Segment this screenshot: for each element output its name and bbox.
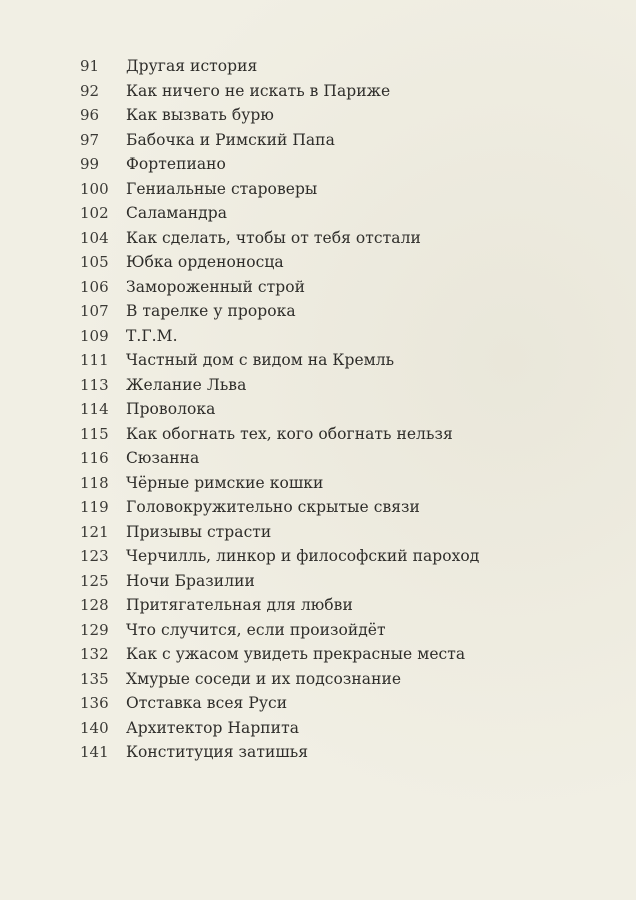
toc-page-number: 107 [80,302,109,320]
toc-page-number: 114 [80,400,109,418]
toc-chapter-title: Проволока [126,400,216,418]
toc-entry [80,691,479,716]
toc-chapter-title: Другая история [126,57,258,75]
toc-chapter-title: Головокружительно скрытые связи [126,498,420,516]
toc-chapter-title: Частный дом с видом на Кремль [126,351,395,369]
toc-entry [80,544,479,569]
toc-chapter-title: Призывы страсти [126,522,272,541]
toc-entry [80,152,479,177]
toc-chapter-title: Замороженный строй [126,277,305,296]
toc-page-number: 116 [80,449,109,467]
toc-page-number: 105 [80,253,109,271]
toc-entry [80,593,479,618]
toc-page-number: 113 [80,375,109,394]
toc-entry [80,348,479,373]
toc-page-number: 119 [80,498,109,516]
toc-page-number: 104 [80,228,109,247]
toc-entry [80,495,479,520]
toc-page-number: 102 [80,204,109,222]
toc-chapter-title: Как вызвать бурю [126,106,274,124]
toc-chapter-title: Желание Льва [126,375,247,394]
toc-entry [80,324,479,349]
toc-page-number: 91 [80,57,100,75]
toc-page-number: 132 [80,645,109,663]
toc-page-number: 115 [80,424,109,443]
toc-entry [80,520,479,545]
toc-chapter-title: Конституция затишья [126,743,309,761]
toc-page-number: 125 [80,571,109,590]
toc-chapter-title: Юбка орденоносца [126,253,284,271]
toc-entry [80,103,479,128]
toc-chapter-title: Чёрные римские кошки [126,473,324,492]
toc-chapter-title: Саламандра [126,204,228,222]
toc-entry [80,422,479,447]
toc-entry [80,446,479,471]
toc-entry [80,642,479,667]
toc-chapter-title: Как обогнать тех, кого обогнать нельзя [126,424,453,443]
toc-page-number: 140 [80,718,109,737]
toc-chapter-title: Бабочка и Римский Папа [126,130,335,149]
toc-entry [80,54,479,79]
toc-page-number: 128 [80,596,109,614]
toc-chapter-title: Фортепиано [126,155,226,173]
toc-page-number: 141 [80,743,109,761]
toc-entry [80,569,479,594]
toc-entry [80,299,479,324]
toc-entry [80,618,479,643]
toc-page-number: 129 [80,620,109,639]
toc-page-number: 121 [80,522,109,541]
toc-entry [80,740,479,765]
toc-page-number: 123 [80,547,109,565]
toc-chapter-title: Что случится, если произойдёт [126,620,386,639]
toc-page-number: 111 [80,351,109,369]
toc-entry [80,471,479,496]
toc-page-number: 99 [80,155,100,173]
toc-chapter-title: Гениальные староверы [126,179,318,198]
toc-chapter-title: Хмурые соседи и их подсознание [126,669,402,688]
toc-entry [80,716,479,741]
toc-entry [80,275,479,300]
toc-entry [80,226,479,251]
toc-entry [80,250,479,275]
toc-entry [80,373,479,398]
toc-chapter-title: Ночи Бразилии [126,571,255,590]
toc-entry [80,667,479,692]
toc-chapter-title: Как с ужасом увидеть прекрасные места [126,645,466,663]
toc-entry [80,128,479,153]
toc-chapter-title: Отставка всея Руси [126,694,288,712]
toc-page-number: 92 [80,81,100,100]
toc-page-number: 106 [80,277,109,296]
toc-page-number: 135 [80,669,109,688]
table-of-contents [80,54,479,765]
toc-page-number: 100 [80,179,109,198]
toc-page-number: 97 [80,130,100,149]
toc-chapter-title: Как сделать, чтобы от тебя отстали [126,228,421,247]
toc-chapter-title: Притягательная для любви [126,596,353,614]
toc-page-number: 136 [80,694,109,712]
toc-entry [80,201,479,226]
toc-page-number: 118 [80,473,109,492]
toc-entry [80,397,479,422]
toc-entry [80,79,479,104]
toc-chapter-title: Сюзанна [126,449,200,467]
toc-chapter-title: Как ничего не искать в Париже [126,81,391,100]
toc-chapter-title: Черчилль, линкор и философский пароход [126,547,480,565]
toc-chapter-title: Архитектор Нарпита [126,718,299,737]
toc-page-number: 109 [80,326,109,345]
toc-page-number: 96 [80,106,100,124]
toc-chapter-title: Т.Г.М. [126,326,178,345]
toc-entry [80,177,479,202]
toc-chapter-title: В тарелке у пророка [126,302,296,320]
